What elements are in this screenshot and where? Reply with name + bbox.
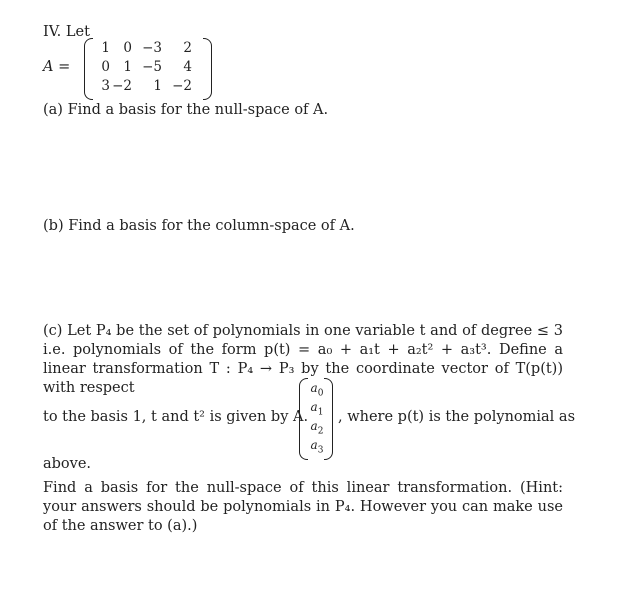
matrix-label: A =	[43, 59, 71, 75]
matrix-cell: 1	[101, 40, 110, 56]
matrix-cell: 1	[153, 78, 162, 94]
vector-entry: $a_1$	[310, 400, 324, 418]
vector-entry: $a_2$	[310, 419, 324, 437]
part-c-left: to the basis 1, t and t² is given by A.	[43, 409, 309, 425]
matrix-a	[84, 38, 212, 98]
matrix-cell: 0	[123, 40, 132, 56]
vector-entry: $a_3$	[310, 438, 324, 456]
matrix-cell: −3	[142, 40, 162, 56]
matrix-cell: 0	[101, 59, 110, 75]
right-paren	[203, 38, 212, 100]
matrix-cell: 1	[123, 59, 132, 75]
part-c-above: above.	[43, 456, 92, 472]
matrix-cell: −2	[172, 78, 192, 94]
problem-header: IV. Let	[43, 24, 90, 40]
part-b: (b) Find a basis for the column-space of A.	[43, 218, 355, 234]
part-a: (a) Find a basis for the null-space of A.	[43, 102, 329, 118]
coefficient-vector	[299, 378, 333, 458]
matrix-cell: 3	[101, 78, 110, 94]
part-c-task: Find a basis for the null-space of this linear transformation. (Hint: your answers should be polynomials in P₄. However you can make use of the answer to (a).)	[43, 480, 563, 534]
matrix-cell: 4	[183, 59, 192, 75]
matrix-cell: −5	[142, 59, 162, 75]
vector-entry: $a_0$	[310, 381, 324, 399]
part-c-intro: (c) Let P₄ be the set of polynomials in one variable t and of degree ≤ 3 i.e. polynomials of the form p(t) = a₀ + a₁t + a₂t² + a₃t³. Define a linear transformation T : P₄ → P₃ by the coordinate vector of T(p(t)) with respect	[43, 323, 563, 396]
left-paren	[299, 378, 308, 460]
part-c-right: , where p(t) is the polynomial as	[338, 409, 576, 425]
matrix-cell: 2	[183, 40, 192, 56]
matrix-cell: −2	[112, 78, 132, 94]
